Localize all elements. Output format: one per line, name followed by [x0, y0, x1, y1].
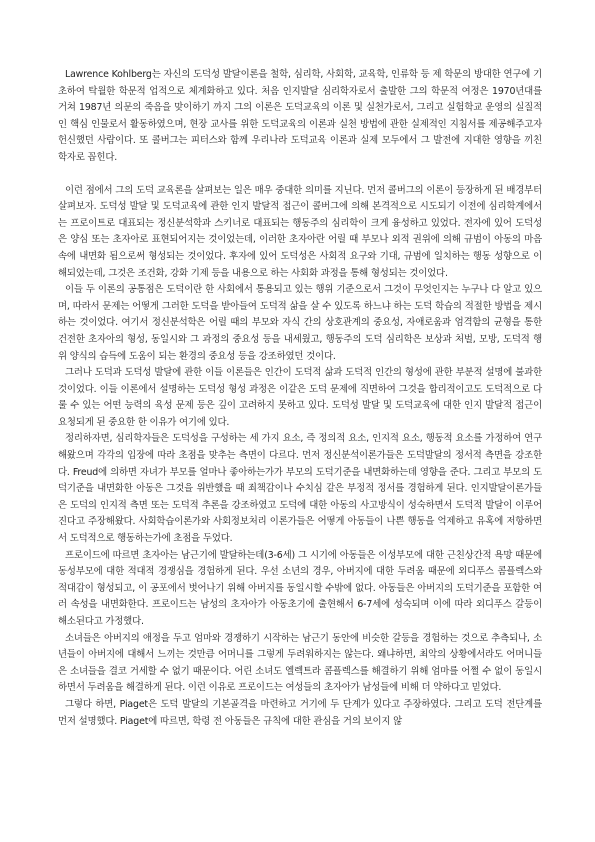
paragraph-piaget: 그렇다 하면, Piaget은 도덕 발달의 기본골격을 마련하고 거기에 두 단계가 있다고 주장하였다. 그리고 도덕 전단계를 먼저 설명했다. Piaget에 따르면, 학령 전 아동들은 규칙에 대한 관심을 거의 보이지 않: [58, 698, 542, 727]
paragraph-kohlberg-intro: Lawrence Kohlberg는 자신의 도덕성 발달이론을 철학, 심리학, 사회학, 교육학, 인류학 등 제 학문의 방대한 연구에 기초하여 탁월한 학문적 업적으로 체계화하고 있다. 처음 인지발달 심리학자로서 출발한 그의 학문적 여정은 1970년대를 거쳐 1987년 의문의 죽음을 맞이하기 까지 그의 이론은 도덕교육의 이론 및 실천가로서, 그리고 실험학교 운영의 실질적인 핵심 인물로서 활동하였으며, 현장 교사를 위한 도덕교육의 이론과 실천 방법에 관한 실제적인 지침서를 제공해주고자 헌신했던 사람이다. 또 콜버그는 피터스와 함께 우리나라 도덕교육 이론과 실제 모두에서 그 발전에 지대한 영향을 끼친 학자로 꼽힌다.: [58, 69, 542, 163]
paragraph-limitations: 그러나 도덕과 도덕성 발달에 관한 이들 이론들은 인간이 도덕적 삶과 도덕적 인간의 형성에 관한 부분적 설명에 불과한 것이었다. 이들 이론에서 설명하는 도덕성 형성 과정은 이같은 도덕 문제에 직면하여 그것을 합리적이고도 도덕적으로 다룰 수 있는 어떤 능력의 육성 문제 등은 깊이 고려하지 못하고 있다. 도덕성 발달 및 도덕교육에 대한 인지 발달적 접근이 요청되게 된 중요한 한 이유가 여기에 있다.: [58, 367, 542, 428]
document-page: [58, 67, 542, 730]
paragraph-common-ground: 이들 두 이론의 공통점은 도덕이란 한 사회에서 통용되고 있는 행위 기준으로서 그것이 무엇인지는 누구나 다 알고 있으며, 따라서 문제는 어떻게 그러한 도덕을 받아들여 도덕적 삶을 살 수 있도록 하느냐 하는 도덕 학습의 적절한 방법을 제시하는 것이었다. 여기서 정신분석학은 어릴 때의 부모와 자식 간의 상호관계의 중요성, 자애로움과 엄격함의 균형을 통한 건전한 초자아의 형성, 동일시와 그 과정의 중요성 등을 내세웠고, 행동주의 도덕 심리학은 보상과 처벌, 모방, 도덕적 행위 양식의 습득에 도움이 되는 환경의 중요성 등을 강조하였던 것이다.: [58, 284, 542, 362]
paragraph-freud-boys: 프로이드에 따르면 초자아는 남근기에 발달하는데(3-6세) 그 시기에 아동들은 이성부모에 대한 근친상간적 욕망 때문에 동성부모에 대한 적대적 경쟁심을 경험하게 된다. 우선 소년의 경우, 아버지에 대한 두려움 때문에 외디푸스 콤플렉스와 적대감이 형성되고, 이 공포에서 벗어나기 위해 아버지를 동일시할 수밖에 없다. 아동들은 아버지의 도덕기준을 포함한 여러 속성을 내면화한다. 프로이드는 남성의 초자아가 아동초기에 출현해서 6-7세에 성숙되며 이에 따라 외디푸스 갈등이 해소된다고 가정했다.: [58, 549, 542, 627]
paragraph-summary: 정리하자면, 심리학자들은 도덕성을 구성하는 세 가지 요소, 즉 정의적 요소, 인지적 요소, 행동적 요소를 가정하여 연구해왔으며 각각의 입장에 따라 초점을 맞추는 측면이 다르다. 먼저 정신분석이론가들은 도덕발달의 정서적 측면을 강조한다. Freud에 의하면 자녀가 부모를 얼마나 좋아하는가가 부모의 도덕기준을 내면화하는데 영향을 준다. 그리고 부모의 도덕기준을 내면화한 아동은 그것을 위반했을 때 죄책감이나 수치심 같은 부정적 정서를 경험하게 된다. 인지발달이론가들은 도덕의 인지적 측면 또는 도덕적 추론을 강조하였고 도덕에 대한 아동의 사고방식이 성숙하면서 도덕적 발달이 이루어진다고 주장해왔다. 사회학습이론가와 사회정보처리 이론가들은 어떻게 아동들이 나쁜 행동을 억제하고 유혹에 저항하면서 도덕적으로 행동하는가에 초점을 두었다.: [58, 433, 542, 545]
paragraph-freud-girls: 소녀들은 아버지의 애정을 두고 엄마와 경쟁하기 시작하는 남근기 동안에 비슷한 갈등을 경험하는 것으로 추측되나, 소년들이 아버지에 대해서 느끼는 것만큼 어머니를 그렇게 두려워하지는 않는다. 왜냐하면, 최악의 상황에서라도 어머니들은 소녀들을 결코 거세할 수 없기 때문이다. 어린 소녀도 엘렉트라 콤플렉스를 해결하기 위해 엄마를 어쩔 수 없이 동일시하면서 두려움을 해결하게 된다. 이런 이유로 프로이드는 여성들의 초자아가 남성들에 비해 더 약하다고 믿었다.: [58, 632, 542, 694]
paragraph-background: 이런 점에서 그의 도덕 교육론을 살펴보는 일은 매우 중대한 의미를 지닌다. 먼저 콜버그의 이론이 등장하게 된 배경부터 살펴보자. 도덕성 발달 및 도덕교육에 관한 인지 발달적 접근이 콜버그에 의해 본격적으로 시도되기 이전에 심리학계에서는 프로이트로 대표되는 정신분석학과 스키너로 대표되는 행동주의 심리학이 크게 융성하고 있었다. 전자에 있어 도덕성은 양심 또는 초자아로 표현되어지는 것이었는데, 이러한 초자아란 어릴 때 부모나 외적 권위에 의해 규범이 아동의 마음속에 내면화 됨으로써 형성되는 것이었다. 후자에 있어 도덕성은 사회적 요구와 기대, 규범에 일치하는 행동 성향으로 이해되었는데, 그것은 조건화, 강화 기제 등을 내용으로 하는 사회화 과정을 통해 형성되는 것이었다.: [58, 184, 542, 279]
